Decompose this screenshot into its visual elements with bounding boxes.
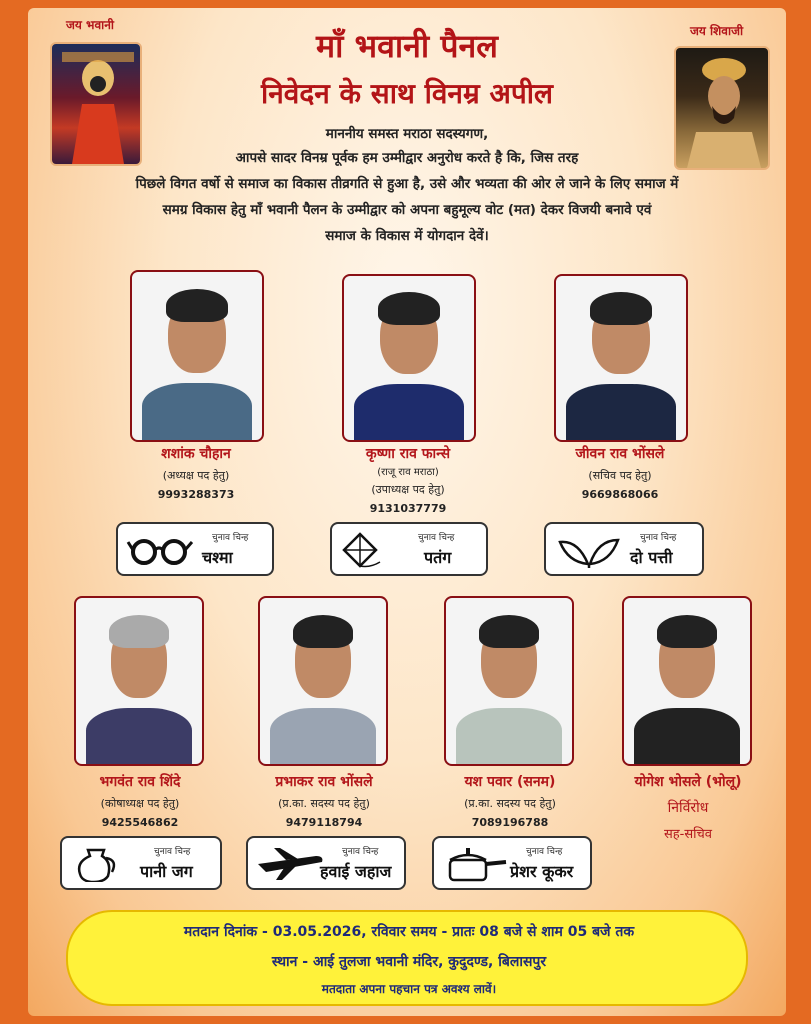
candidate-phone: 9479118794 (285, 816, 363, 829)
symbol-heading: चुनाव चिन्ह (342, 847, 379, 857)
right-corner-label: जय शिवाजी (690, 24, 744, 38)
symbol-name: चश्मा (202, 548, 233, 567)
symbol-name: पतंग (424, 548, 452, 567)
symbol-heading: चुनाव चिन्ह (526, 847, 563, 857)
intro-line-1: माननीय समस्त मराठा सदस्यगण, (325, 126, 489, 142)
voting-date-time: मतदान दिनांक - 03.05.2026, रविवार समय - प्रातः 08 बजे से शाम 05 बजे तक (183, 924, 635, 940)
spectacles-icon (126, 532, 196, 568)
candidate-name: यश पवार (सनम) (464, 774, 556, 790)
symbol-heading: चुनाव चिन्ह (640, 533, 677, 543)
candidate-name: प्रभाकर राव भोंसले (275, 774, 373, 790)
candidate-phone: 9669868066 (581, 488, 659, 501)
candidate-alias: (राजू राव मराठा) (377, 467, 439, 478)
panel-title: माँ भवानी पैनल (316, 27, 498, 65)
id-card-reminder: मतदाता अपना पहचान पत्र अवश्य लावें। (321, 982, 497, 996)
intro-line-4: समग्र विकास हेतु माँ भवानी पैलन के उम्मीद्वार को अपना बहुमूल्य वोट (मत) देकर विजयी बनावे एवं (162, 202, 652, 218)
candidate-photo (622, 596, 752, 766)
candidate-post: (उपाध्यक्ष पद हेतु) (371, 483, 445, 496)
symbol-box (330, 522, 488, 576)
intro-line-3: पिछले विगत वर्षो से समाज का विकास तीव्रगति से हुआ है, उसे और भव्यता की ओर ले जाने के लिए समाज में (135, 176, 679, 192)
candidate-post: (कोषाध्यक्ष पद हेतु) (100, 797, 180, 810)
candidate-name: भगवंत राव शिंदे (99, 774, 181, 790)
candidate-name: जीवन राव भोंसले (575, 446, 665, 462)
candidate-photo (258, 596, 388, 766)
symbol-box (544, 522, 704, 576)
poster-panel (28, 8, 786, 1016)
candidate-photo (444, 596, 574, 766)
appeal-subtitle: निवेदन के साथ विनम्र अपील (261, 77, 553, 110)
left-corner-label: जय भवानी (66, 18, 115, 32)
candidate-name: योगेश भोसले (भोलू) (634, 774, 742, 790)
candidate-photo (554, 274, 688, 442)
symbol-box (116, 522, 274, 576)
candidate-photo (74, 596, 204, 766)
candidate-status: निर्विरोध (667, 800, 709, 816)
candidate-phone: 9993288373 (157, 488, 235, 501)
symbol-name: दो पत्ती (630, 548, 673, 567)
candidate-post: (प्र.का. सदस्य पद हेतु) (278, 797, 370, 810)
candidate-photo (342, 274, 476, 442)
candidate-post: (प्र.का. सदस्य पद हेतु) (464, 797, 556, 810)
symbol-name: पानी जग (140, 862, 193, 881)
symbol-heading: चुनाव चिन्ह (154, 847, 191, 857)
airplane-icon (256, 846, 326, 882)
candidate-phone: 9131037779 (369, 502, 447, 515)
symbol-box (432, 836, 592, 890)
candidate-photo (130, 270, 264, 442)
symbol-heading: चुनाव चिन्ह (418, 533, 455, 543)
symbol-box (246, 836, 406, 890)
pressure-cooker-icon (442, 846, 512, 882)
candidate-name: शशांक चौहान (161, 446, 231, 462)
intro-line-5: समाज के विकास में योगदान देवें। (325, 228, 489, 244)
water-jug-icon (70, 846, 140, 882)
symbol-heading: चुनाव चिन्ह (212, 533, 249, 543)
candidate-role: सह-सचिव (663, 827, 713, 842)
candidate-phone: 7089196788 (471, 816, 549, 829)
voting-info-banner (66, 910, 748, 1006)
two-leaves-icon (554, 532, 624, 568)
candidate-post: (अध्यक्ष पद हेतु) (162, 469, 230, 482)
candidate-post: (सचिव पद हेतु) (588, 469, 652, 482)
candidate-name: कृष्णा राव फान्से (365, 446, 451, 462)
symbol-name: प्रेशर कूकर (510, 862, 574, 881)
kite-icon (340, 532, 410, 568)
candidate-phone: 9425546862 (101, 816, 179, 829)
intro-line-2: आपसे सादर विनम्र पूर्वक हम उम्मीद्वार अनुरोध करते है कि, जिस तरह (235, 150, 579, 166)
voting-location: स्थान - आई तुलजा भवानी मंदिर, कुदुदण्ड, बिलासपुर (271, 954, 547, 970)
symbol-name: हवाई जहाज (320, 862, 392, 881)
symbol-box (60, 836, 222, 890)
